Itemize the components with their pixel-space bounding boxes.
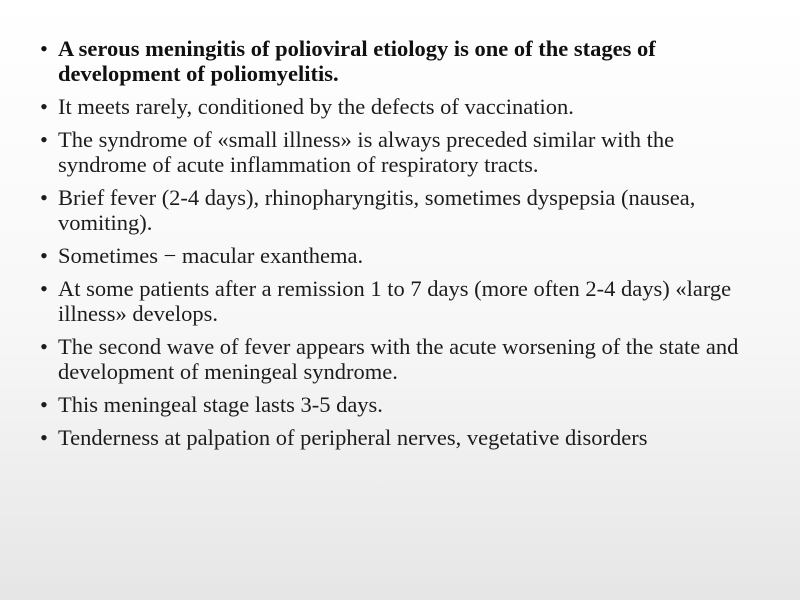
bullet-text: This meningeal stage lasts 3-5 days. <box>58 392 383 417</box>
bullet-dot-icon: • <box>40 243 48 268</box>
bullet-item <box>40 392 760 417</box>
bullet-text: A serous meningitis of polioviral etiology is one of the stages of development of poliomyelitis. <box>58 36 656 86</box>
bullet-item <box>40 334 760 384</box>
bullet-list <box>40 36 760 458</box>
bullet-item <box>40 425 760 450</box>
bullet-item <box>40 243 760 268</box>
bullet-text: Sometimes − macular exanthema. <box>58 243 364 268</box>
bullet-dot-icon: • <box>40 185 48 210</box>
bullet-dot-icon: • <box>40 127 48 152</box>
bullet-dot-icon: • <box>40 392 48 417</box>
bullet-text: At some patients after a remission 1 to 7 days (more often 2-4 days) «large illness» develops. <box>58 276 732 326</box>
bullet-text: The second wave of fever appears with the acute worsening of the state and development of meningeal syndrome. <box>58 334 739 384</box>
bullet-item <box>40 94 760 119</box>
bullet-text: Tenderness at palpation of peripheral nerves, vegetative disorders <box>58 425 648 450</box>
bullet-text: Brief fever (2-4 days), rhinopharyngitis, sometimes dyspepsia (nausea, vomiting). <box>58 185 696 235</box>
bullet-item <box>40 276 760 326</box>
bullet-text: It meets rarely, conditioned by the defects of vaccination. <box>58 94 574 119</box>
bullet-item <box>40 127 760 177</box>
bullet-item <box>40 36 760 86</box>
bullet-dot-icon: • <box>40 334 48 359</box>
bullet-dot-icon: • <box>40 276 48 301</box>
bullet-dot-icon: • <box>40 36 48 61</box>
bullet-dot-icon: • <box>40 94 48 119</box>
bullet-item <box>40 185 760 235</box>
bullet-dot-icon: • <box>40 425 48 450</box>
bullet-text: The syndrome of «small illness» is always preceded similar with the syndrome of acute inflammation of respiratory tracts. <box>58 127 675 177</box>
